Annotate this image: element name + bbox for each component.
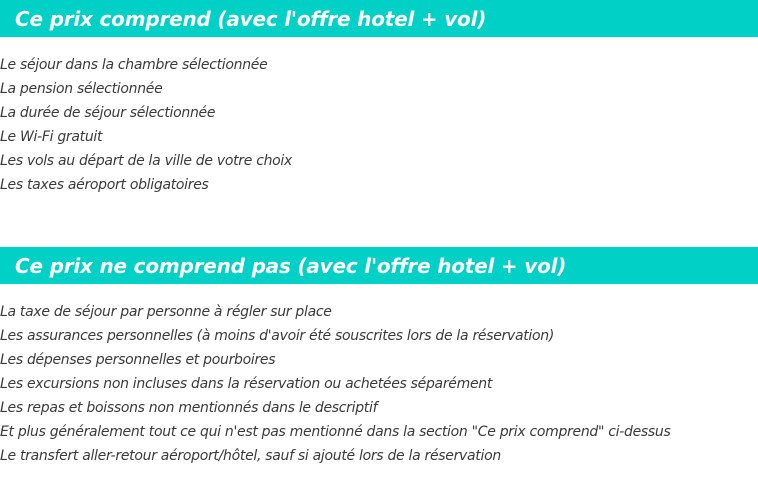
list-item: La durée de séjour sélectionnée bbox=[0, 105, 216, 121]
price-excludes-title: Ce prix ne comprend pas (avec l'offre hotel + vol) bbox=[15, 253, 567, 278]
list-item: Les repas et boissons non mentionnés dans le descriptif bbox=[0, 400, 378, 416]
price-excludes-header bbox=[0, 247, 758, 284]
price-includes-title: Ce prix comprend (avec l'offre hotel + vol) bbox=[15, 6, 487, 31]
price-includes-section bbox=[0, 0, 758, 197]
list-item: Le transfert aller-retour aéroport/hôtel, sauf si ajouté lors de la réservation bbox=[0, 448, 501, 464]
list-item: Les assurances personnelles (à moins d'avoir été souscrites lors de la réservation) bbox=[0, 328, 555, 344]
list-item: Les vols au départ de la ville de votre choix bbox=[0, 153, 293, 169]
list-item: Les dépenses personnelles et pourboires bbox=[0, 352, 276, 368]
list-item: Le séjour dans la chambre sélectionnée bbox=[0, 57, 268, 73]
list-item: Les taxes aéroport obligatoires bbox=[0, 177, 209, 193]
list-item: La pension sélectionnée bbox=[0, 81, 163, 97]
price-includes-header bbox=[0, 0, 758, 37]
price-excludes-section bbox=[0, 247, 758, 468]
price-excludes-list bbox=[0, 284, 758, 468]
list-item: La taxe de séjour par personne à régler sur place bbox=[0, 304, 332, 320]
list-item: Le Wi-Fi gratuit bbox=[0, 129, 103, 145]
price-includes-list bbox=[0, 37, 758, 197]
list-item: Les excursions non incluses dans la réservation ou achetées séparément bbox=[0, 376, 493, 392]
list-item: Et plus généralement tout ce qui n'est pas mentionné dans la section "Ce prix comprend" ci-dessus bbox=[0, 424, 671, 440]
